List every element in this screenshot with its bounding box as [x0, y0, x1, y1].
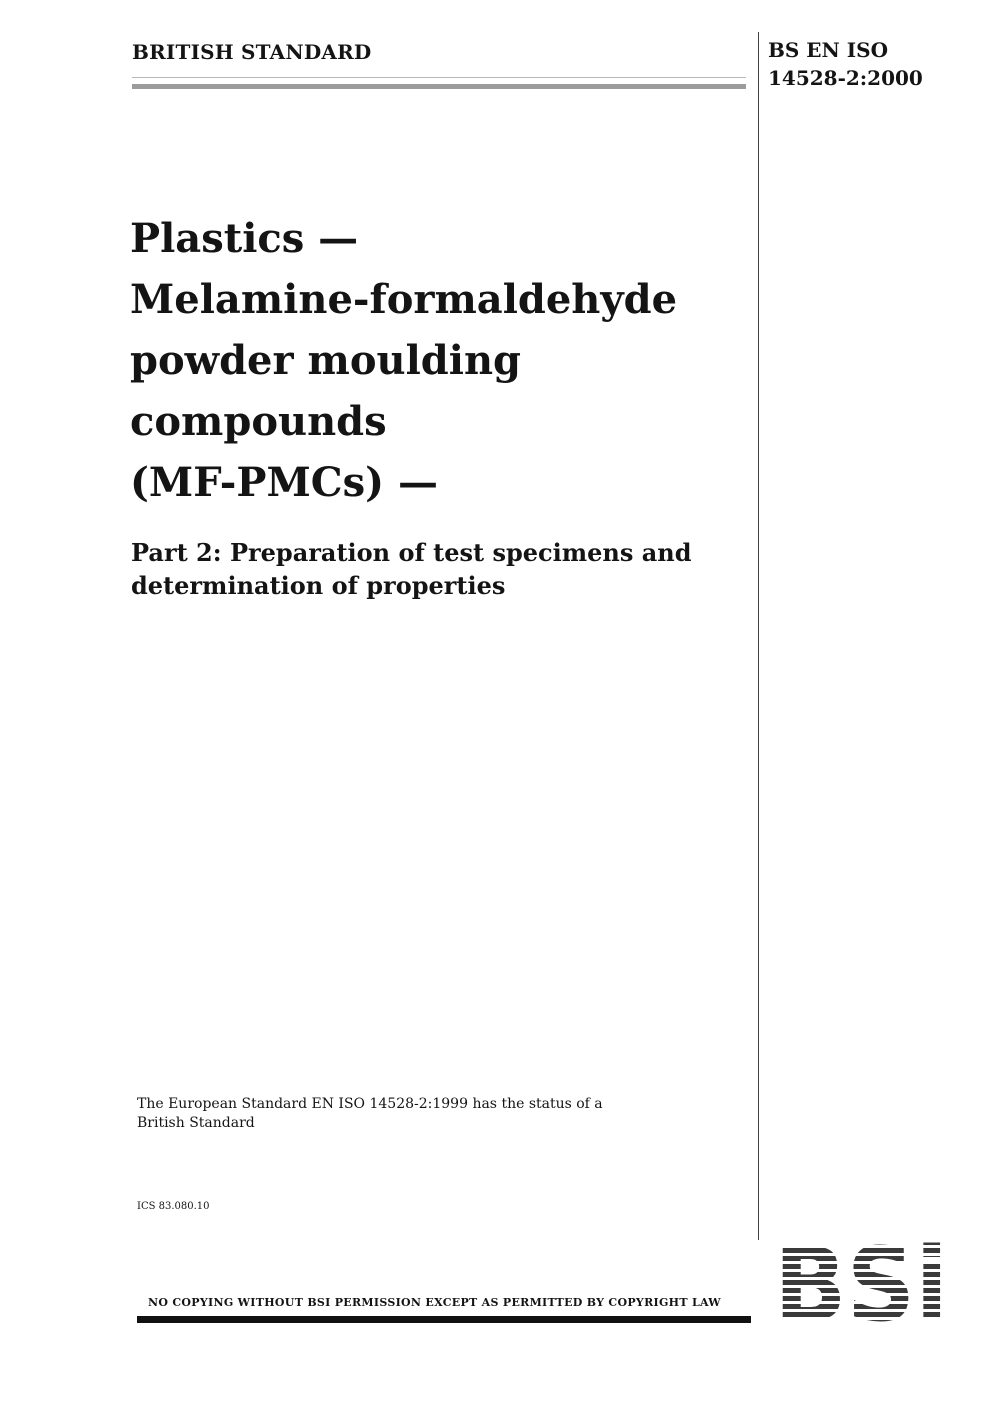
status-note	[137, 1095, 607, 1133]
document-number-line-1: BS EN ISO	[768, 38, 889, 62]
document-subtitle	[131, 536, 746, 602]
subtitle-line-2: determination of properties	[131, 571, 506, 600]
status-note-line-2: British Standard	[137, 1115, 255, 1131]
document-number	[768, 36, 923, 92]
footer-divider	[137, 1316, 751, 1323]
header-divider	[132, 84, 746, 89]
standard-type-label: BRITISH STANDARD	[132, 40, 372, 64]
bsi-logo-icon	[772, 1240, 950, 1322]
column-divider	[758, 32, 759, 1240]
ics-code: ICS 83.080.10	[137, 1201, 210, 1212]
copyright-notice: NO COPYING WITHOUT BSI PERMISSION EXCEPT AS PERMITTED BY COPYRIGHT LAW	[148, 1296, 721, 1309]
status-note-line-1: The European Standard EN ISO 14528-2:1999 has the status of a	[137, 1096, 603, 1112]
header-divider-thin	[132, 77, 746, 78]
subtitle-line-1: Part 2: Preparation of test specimens and	[131, 538, 692, 567]
title-line-5: (MF-PMCs) —	[130, 459, 438, 506]
title-line-3: powder moulding	[130, 337, 521, 384]
title-line-2: Melamine-formaldehyde	[130, 276, 678, 323]
document-title	[130, 208, 740, 513]
title-line-1: Plastics —	[130, 215, 359, 262]
document-number-line-2: 14528-2:2000	[768, 66, 923, 90]
title-line-4: compounds	[130, 398, 387, 445]
